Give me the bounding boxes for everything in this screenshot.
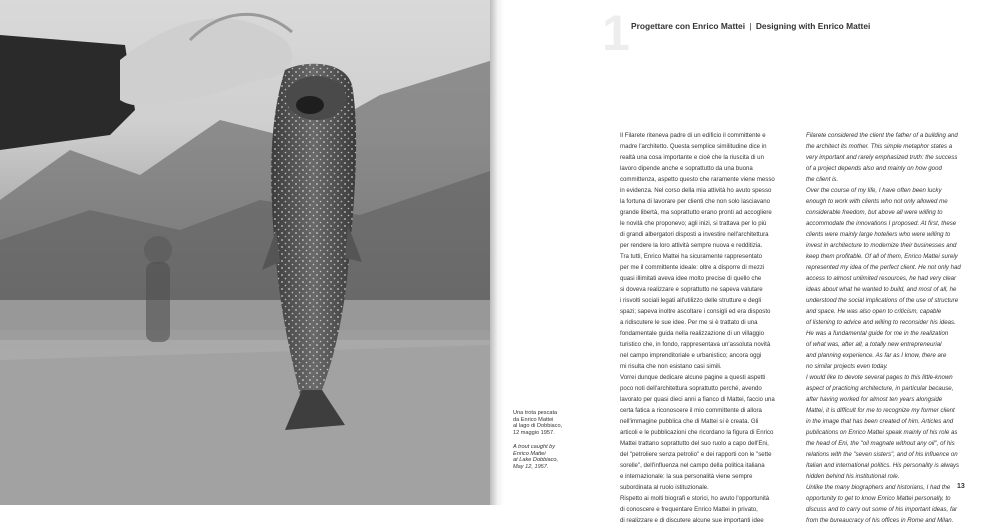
text-line: madre l'architetto. Questa semplice similitudine dice in	[620, 143, 767, 150]
text-line: I would like to devote several pages to this little-known	[806, 374, 953, 381]
text-line: articoli e le pubblicazioni che ricordano la figura di Enrico	[620, 429, 774, 436]
chapter-title-italian: Progettare con Enrico Mattei	[631, 21, 746, 31]
text-line: from the bureaucracy of his offices in Rome and Milan.	[806, 517, 954, 524]
text-line: del "petroliere senza petrolio" e dei rapporti con le "sette	[620, 451, 772, 458]
text-line: e internazionale: la sua personalità viene sempre	[620, 473, 753, 480]
text-line: enough to work with clients who not only allowed me	[806, 198, 948, 205]
text-line: of a project depends also and mainly on how good	[806, 165, 942, 172]
text-line: lavorato per quasi dieci anni a fianco di Mattei, faccio una	[620, 396, 775, 403]
chapter-title	[631, 21, 870, 31]
caption-line: Una trota pescata	[513, 410, 558, 416]
text-line: no similar projects even today.	[806, 363, 888, 370]
text-line: certa fatica a riconoscere il mio committente di allora	[620, 407, 762, 414]
text-line: spazi; sapeva inoltre ascoltare i consigli ed era disposto	[620, 308, 771, 315]
text-line: the head of Eni, the "oil magnate without any oil", of his	[806, 440, 955, 447]
text-line: ideas about what he wanted to build, and most of all, he	[806, 286, 957, 293]
text-line: access to almost unlimited resources, he had very clear	[806, 275, 957, 282]
text-line: realtà una cosa importante e cioè che la riuscita di un	[620, 154, 764, 161]
text-line: grande libertà, ma soprattutto erano pronti ad accogliere	[620, 209, 772, 216]
text-line: Il Filarete riteneva padre di un edificio il committente e	[620, 132, 766, 139]
photo-caption-italian	[513, 410, 567, 436]
text-line: considerable freedom, but above all were willing to	[806, 209, 943, 216]
text-line: nel campo imprenditoriale e urbanistico; ancora oggi	[620, 352, 762, 359]
caption-line: at Lake Dobbiaco,	[513, 457, 559, 464]
trout-photograph	[0, 0, 493, 505]
caption-line: 12 maggio 1957.	[513, 429, 555, 436]
text-line: quasi illimitati aveva idee molto precise di quello che	[620, 275, 762, 282]
text-line: publications on Enrico Mattei speak mainly of his role as	[806, 429, 958, 436]
chapter-number: 1	[602, 5, 630, 61]
text-line: turistico che, in fondo, rappresentava un'assoluta novità	[620, 341, 771, 348]
text-line: opportunity to get to know Enrico Mattei personally, to	[806, 495, 951, 502]
text-line: after having worked for almost ten years alongside	[806, 396, 943, 403]
text-line: clients were mainly large hoteliers who were willing to	[806, 231, 951, 238]
body-text-english	[806, 130, 978, 526]
text-line: relations with the "seven sisters", and of his influence on	[806, 451, 958, 458]
text-line: Mattei, it is difficult for me to recognize my former client	[806, 407, 955, 414]
text-line: i risvolti sociali legati all'utilizzo delle strutture e degli	[620, 297, 762, 304]
text-line: and space. He was also open to criticism, capable	[806, 308, 942, 315]
text-line: of listening to advice and willing to reconsider his ideas.	[806, 319, 956, 326]
text-line: hidden behind his institutional role.	[806, 473, 900, 480]
chapter-title-english: Designing with Enrico Mattei	[755, 21, 871, 31]
text-line: accommodate the innovations I proposed. At first, these	[806, 220, 957, 227]
text-line: di realizzare e di discutere alcune sue importanti idee	[620, 517, 764, 524]
text-line: represented my idea of the perfect client. He not only had	[806, 264, 961, 271]
text-line: Mattei trattano soprattutto del suo ruolo a capo dell'Eni,	[620, 440, 769, 447]
text-line: of what was, after all, a totally new entrepreneurial	[806, 341, 942, 348]
text-line: poco noti dell'architettura soprattutto perché, avendo	[620, 385, 762, 392]
text-line: mi risulta che non esistano casi simili.	[620, 363, 722, 370]
text-line: Rispetto ai molti biografi e storici, ho avuto l'opportunità	[620, 495, 770, 502]
text-line: la fortuna di lavorare per clienti che non solo lasciavano	[620, 198, 771, 205]
text-line: Over the course of my life, I have often been lucky	[806, 187, 942, 194]
text-line: nell'immagine pubblica che di Mattei si è creata. Gli	[620, 418, 759, 425]
text-line: di conoscere e frequentare Enrico Mattei in privato,	[620, 506, 758, 513]
body-text-italian	[620, 130, 808, 526]
text-line: invest in architecture to modernize their businesses and	[806, 242, 957, 249]
text-line: Italian and international politics. His personality is always	[806, 462, 960, 469]
text-line: Vorrei dunque dedicare alcune pagine a questi aspetti	[620, 374, 766, 381]
page-gutter	[490, 0, 504, 505]
text-line: si doveva realizzare e soprattutto ne sapeva valutare	[620, 286, 763, 293]
text-line: very important and rarely emphasized truth: the success	[806, 154, 958, 161]
title-separator: |	[749, 21, 752, 31]
text-line: He was a fundamental guide for me in the realization	[806, 330, 949, 337]
caption-line: May 12, 1957.	[513, 463, 549, 470]
text-line: committenza, aspetto questo che raramente viene messo	[620, 176, 775, 183]
text-line: in the image that has been created of him. Articles and	[806, 418, 954, 425]
text-line: and planning experience. As far as I know, there are	[806, 352, 947, 359]
photo-caption-english	[513, 444, 567, 470]
caption-line: al lago di Dobbiaco,	[513, 423, 563, 430]
text-line: aspect of practicing architecture, in particular because,	[806, 385, 954, 392]
text-line: per me il committente ideale: oltre a disporre di mezzi	[620, 264, 765, 271]
text-line: Unlike the many biographers and historians, I had the	[806, 484, 951, 491]
text-line: understood the social implications of the use of structure	[806, 297, 959, 304]
text-line: lavoro dipende anche e soprattutto da una buona	[620, 165, 753, 172]
text-line: sorelle", dell'influenza nel campo della politica italiana	[620, 462, 765, 469]
text-line: the architect its mother. This simple metaphor states a	[806, 143, 953, 150]
page-number: 13	[957, 483, 965, 490]
text-line: di grandi albergatori disposti a investire nell'architettura	[620, 231, 769, 238]
text-line: fondamentale guida nella realizzazione di un villaggio	[620, 330, 764, 337]
text-line: subordinata al ruolo istituzionale.	[620, 484, 709, 491]
text-line: keep them profitable. Of all of them, Enrico Mattei surely	[806, 253, 958, 260]
text-line: Tra tutti, Enrico Mattei ha sicuramente rappresentato	[620, 253, 763, 260]
text-line: a ridiscutere le sue idee. Per me si è trattato di una	[620, 319, 758, 326]
caption-line: Enrico Mattei	[513, 450, 546, 457]
caption-line: A trout caught by	[513, 444, 556, 450]
text-line: in evidenza. Nel corso della mia attività ho avuto spesso	[620, 187, 772, 194]
text-line: per rendere la loro attività sempre nuova e redditizia.	[620, 242, 763, 249]
text-line: the client is.	[806, 176, 839, 183]
text-line: Filarete considered the client the father of a building and	[806, 132, 958, 139]
trout-photo-icon	[0, 0, 493, 505]
text-line: discuss and to carry out some of his important ideas, far	[806, 506, 958, 513]
text-line: le novità che proponevo; agli inizi, si trattava per lo più	[620, 220, 767, 227]
caption-line: da Enrico Mattei	[513, 416, 554, 423]
